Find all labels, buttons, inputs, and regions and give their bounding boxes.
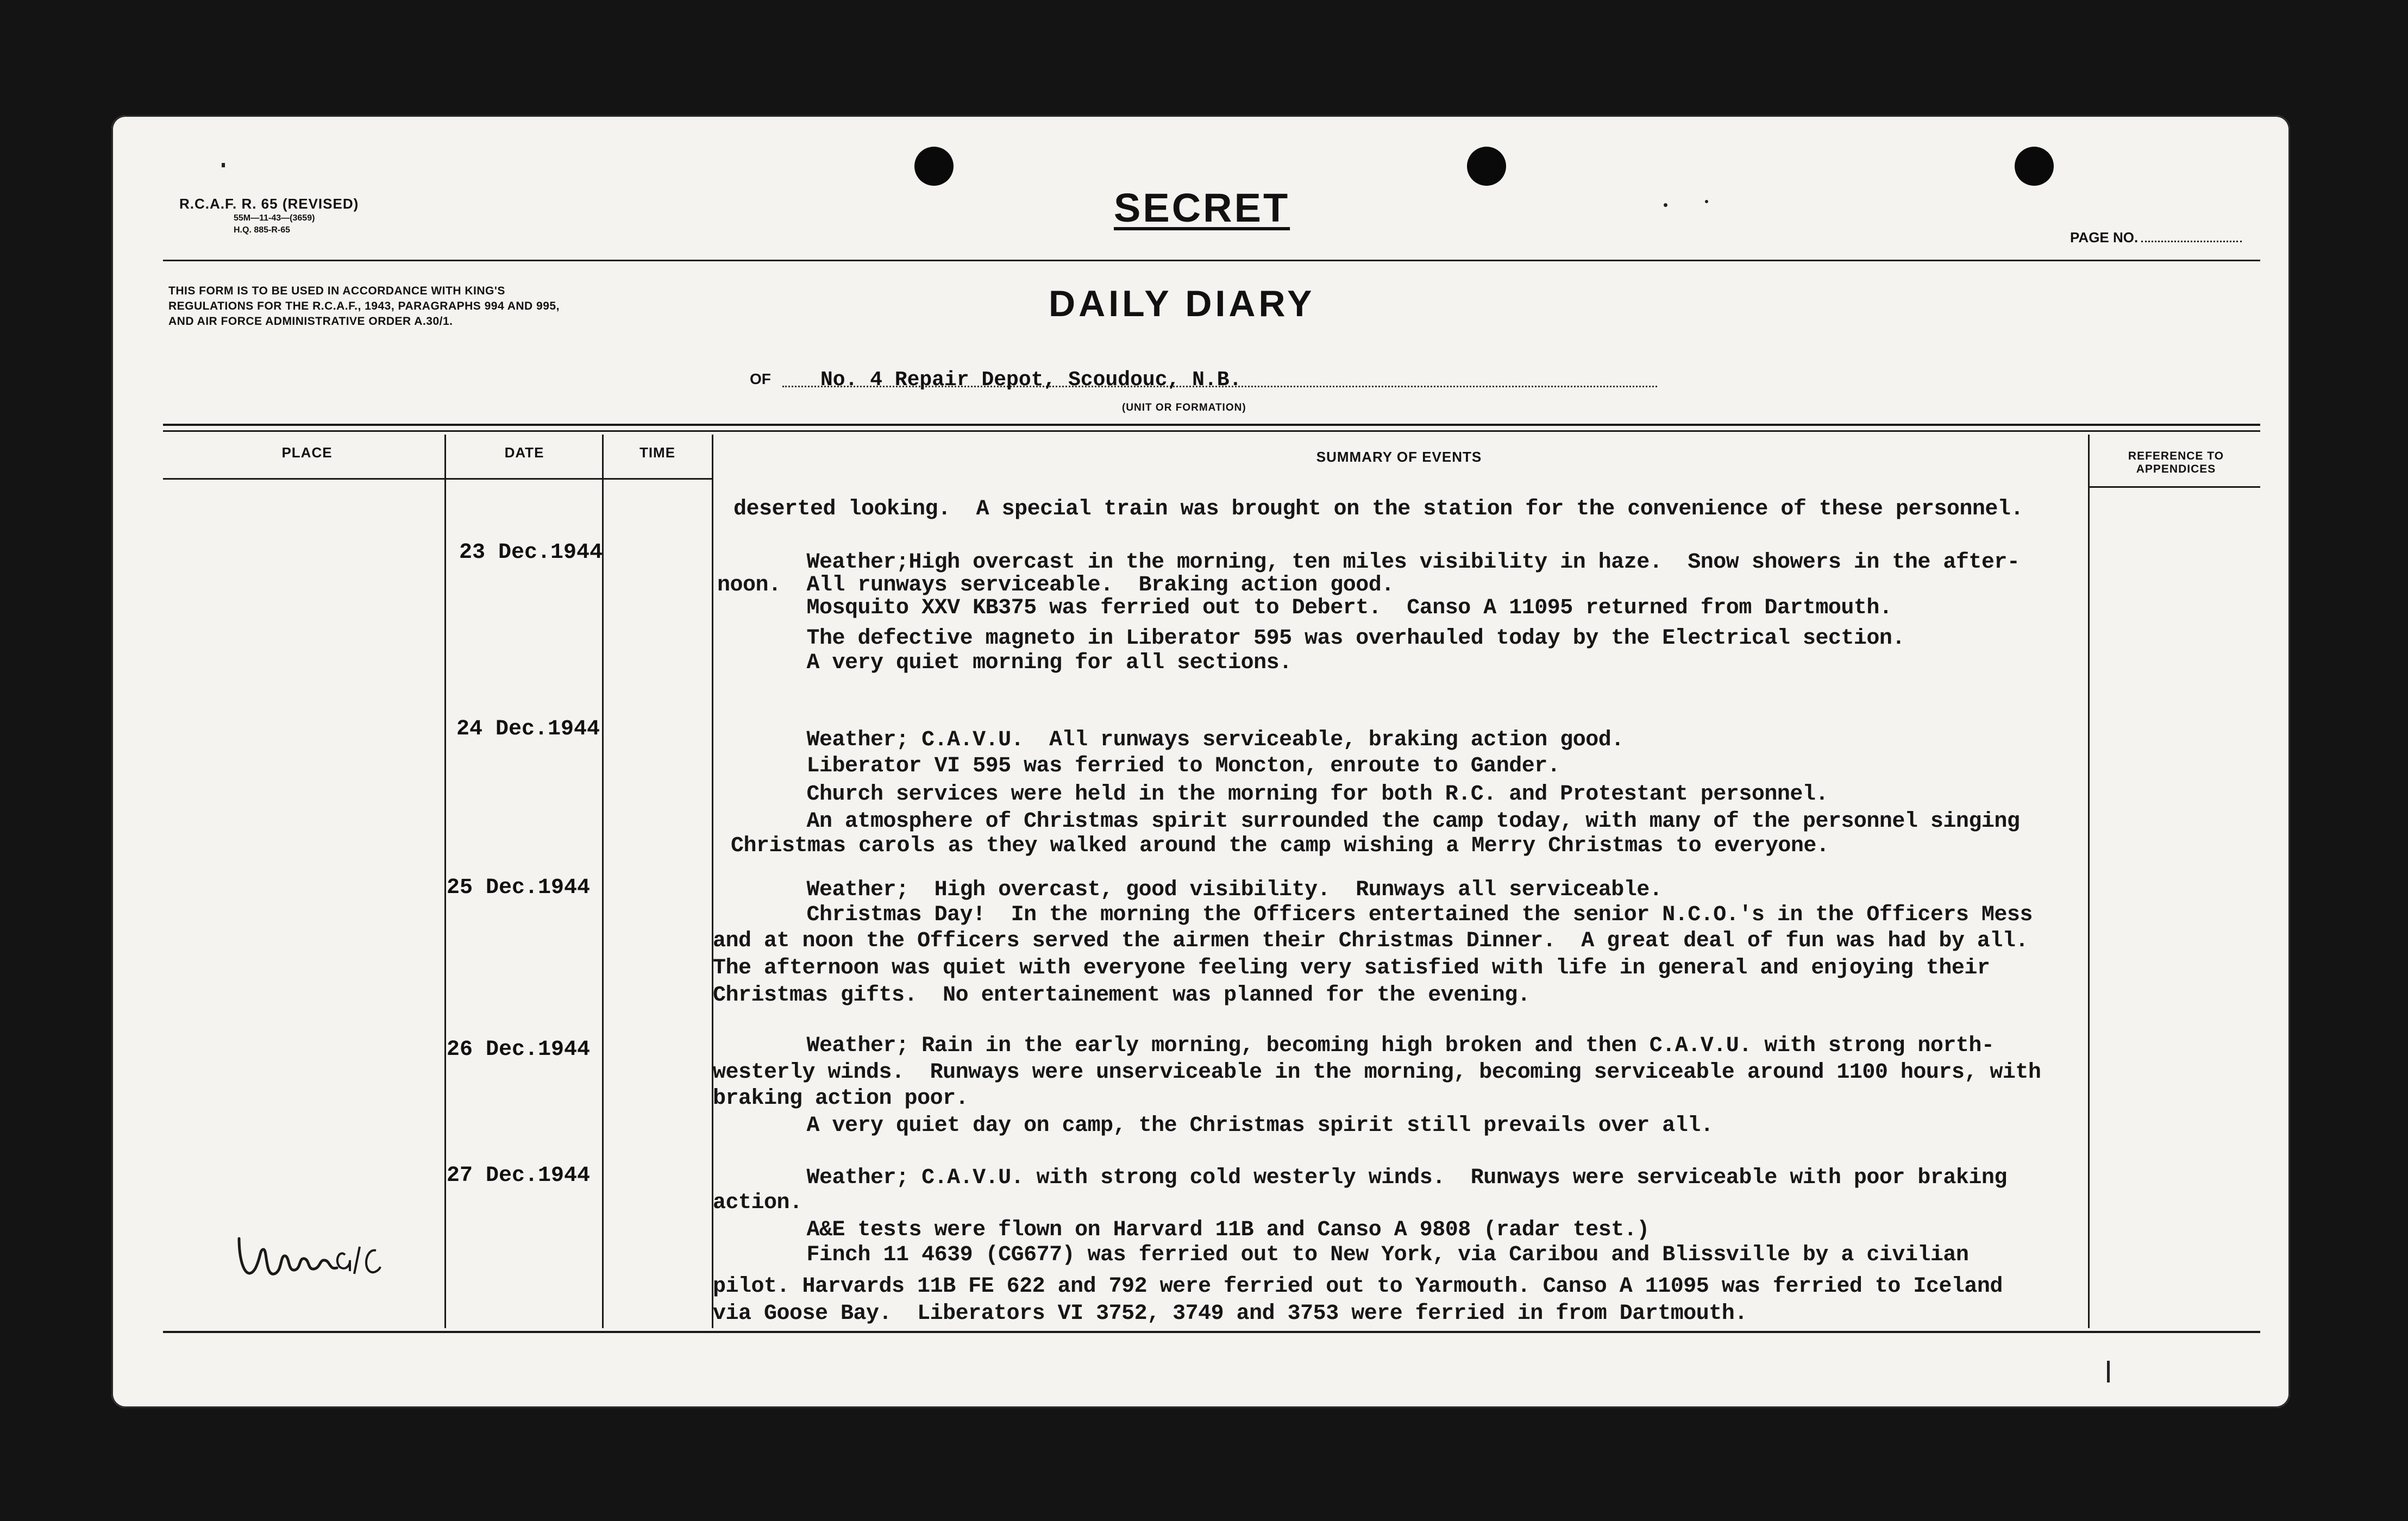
margin-tick (2107, 1361, 2110, 1382)
entry-line: pilot. Harvards 11B FE 622 and 792 were ferried out to Yarmouth. Canso A 11095 was ferried to Iceland (713, 1274, 2003, 1299)
print-code: 55M—11-43—(3659) (234, 213, 315, 223)
entry-line: Weather; C.A.V.U. All runways serviceable, braking action good. (717, 728, 1624, 752)
entry-line: Finch 11 4639 (CG677) was ferried out to New York, via Caribou and Blissville by a civilian (717, 1243, 1969, 1267)
entry-line: Christmas carols as they walked around the camp wishing a Merry Christmas to everyone. (731, 834, 1829, 858)
entry-date: 25 Dec.1944 (447, 876, 591, 900)
column-header-date: DATE (504, 444, 544, 461)
table-top-rule (163, 424, 2260, 426)
entry-date: 24 Dec.1944 (456, 717, 600, 741)
entry-line: Weather;High overcast in the morning, ten miles visibility in haze. Snow showers in the after- (717, 550, 2020, 575)
entry-line: Weather; High overcast, good visibility. Runways all serviceable. (717, 878, 1663, 902)
entry-line: Weather; Rain in the early morning, becoming high broken and then C.A.V.U. with strong north- (717, 1034, 1995, 1058)
entry-line: A very quiet day on camp, the Christmas spirit still prevails over all. (717, 1114, 1714, 1138)
entry-line: Mosquito XXV KB375 was ferried out to Debert. Canso A 11095 returned from Dartmouth. (717, 596, 1892, 620)
entry-line: The afternoon was quiet with everyone feeling very satisfied with life in general and enjoying their (713, 956, 1990, 981)
header-bottom-rule-ref (2089, 486, 2260, 488)
form-number: R.C.A.F. R. 65 (REVISED) (179, 196, 359, 212)
entry-line: An atmosphere of Christmas spirit surrounded the camp today, with many of the personnel singing (717, 809, 2020, 834)
column-divider (2088, 435, 2090, 1328)
entry-line: via Goose Bay. Liberators VI 3752, 3749 and 3753 were ferried in from Dartmouth. (713, 1302, 1747, 1326)
regulation-notice: THIS FORM IS TO BE USED IN ACCORDANCE WITH KING'S REGULATIONS FOR THE R.C.A.F., 1943, PARAGRAPHS 994 AND 995, AND AIR FORCE ADMINISTRATIVE ORDER A.30/1. (168, 285, 560, 328)
punch-hole (1467, 147, 1506, 186)
entry-line: noon. All runways serviceable. Braking action good. (717, 573, 1394, 598)
carryover-text: deserted looking. A special train was brought on the station for the convenience of these personnel. (733, 497, 2023, 521)
table-bottom-rule (163, 1331, 2260, 1333)
handwritten-initials (234, 1217, 413, 1293)
column-divider (602, 435, 604, 1328)
stray-mark (1705, 200, 1708, 203)
page-no-label: PAGE NO. (2070, 229, 2139, 246)
of-label: OF (750, 370, 771, 387)
unit-caption: (UNIT OR FORMATION) (1122, 402, 1246, 413)
entry-date: 23 Dec.1944 (459, 540, 603, 565)
entry-line: Christmas Day! In the morning the Officers entertained the senior N.C.O.'s in the Officers Mess (717, 903, 2033, 927)
entry-line: and at noon the Officers served the airmen their Christmas Dinner. A great deal of fun was had by all. (713, 929, 2028, 953)
entry-line: braking action poor. (713, 1086, 969, 1111)
entry-line: The defective magneto in Liberator 595 was overhauled today by the Electrical section. (717, 626, 1905, 651)
punch-hole (2015, 147, 2054, 186)
column-header-place: PLACE (281, 444, 333, 461)
entry-line: action. (713, 1191, 802, 1215)
stray-mark (1664, 203, 1667, 207)
page-no-blank (2141, 241, 2242, 242)
stray-mark (222, 163, 225, 167)
column-header-time: TIME (639, 444, 676, 461)
column-header-summary: SUMMARY OF EVENTS (1316, 449, 1482, 465)
header-bottom-rule (163, 478, 712, 480)
hq-reference: H.Q. 885-R-65 (234, 225, 291, 235)
header-rule (163, 260, 2260, 261)
entry-line: Church services were held in the morning for both R.C. and Protestant personnel. (717, 782, 1828, 807)
entry-line: A very quiet morning for all sections. (717, 651, 1292, 675)
entry-line: Christmas gifts. No entertainement was planned for the evening. (713, 983, 1531, 1008)
table-top-rule-2 (163, 430, 2260, 432)
column-divider (444, 435, 446, 1328)
entry-line: Weather; C.A.V.U. with strong cold westerly winds. Runways were serviceable with poor braking (717, 1166, 2007, 1190)
entry-line: westerly winds. Runways were unserviceable in the morning, becoming serviceable around 1100 hours, with (713, 1060, 2041, 1085)
page-title: DAILY DIARY (1049, 283, 1315, 324)
entry-line: Liberator VI 595 was ferried to Moncton, enroute to Gander. (717, 754, 1560, 778)
entry-date: 27 Dec.1944 (447, 1164, 591, 1188)
column-header-reference: REFERENCE TO APPENDICES (2128, 450, 2224, 475)
page-number-field (2070, 229, 2242, 246)
form-identifier (179, 196, 359, 236)
classification-stamp: SECRET (1114, 185, 1290, 230)
unit-name: No. 4 Repair Depot, Scoudouc, N.B. (820, 368, 1242, 392)
entry-date: 26 Dec.1944 (447, 1038, 591, 1062)
entry-line: A&E tests were flown on Harvard 11B and Canso A 9808 (radar test.) (717, 1218, 1650, 1242)
punch-hole (914, 147, 954, 186)
